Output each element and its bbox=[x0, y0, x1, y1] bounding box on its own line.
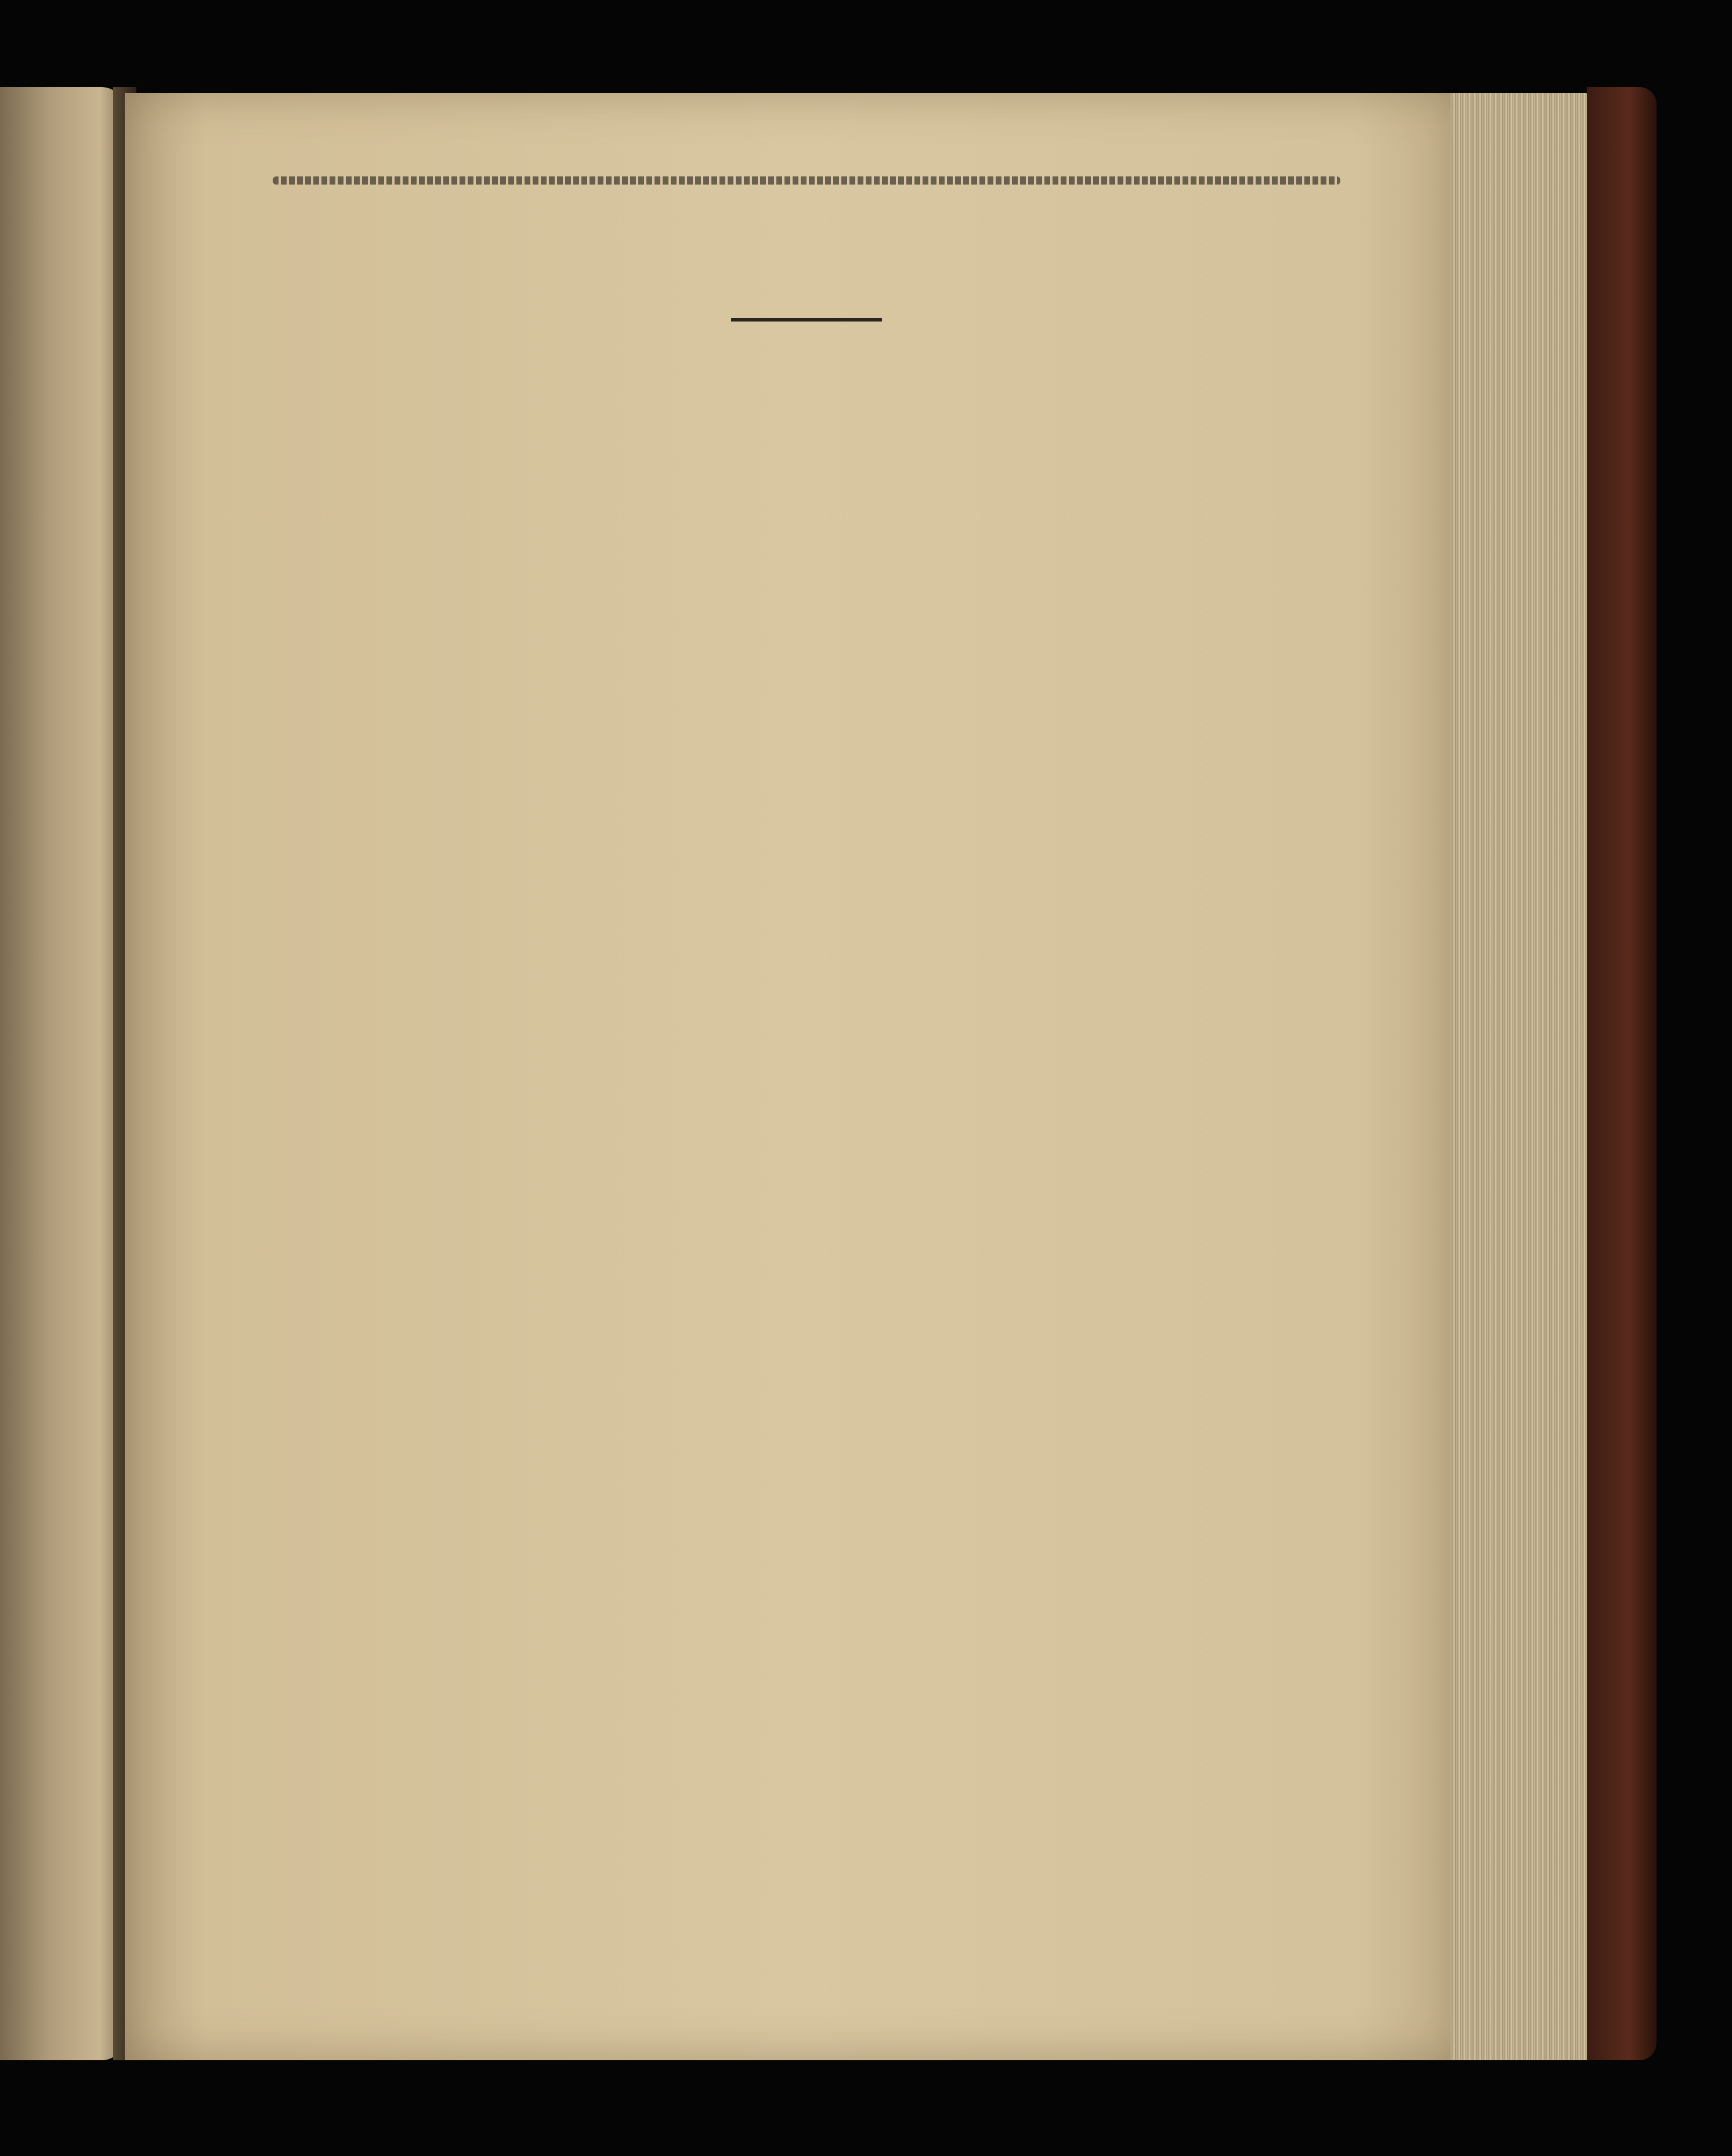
end-rule bbox=[731, 318, 882, 322]
facing-page-edge bbox=[0, 87, 125, 2060]
page-edges bbox=[1451, 93, 1601, 2060]
page-content bbox=[273, 168, 1340, 356]
wavy-rule bbox=[273, 176, 1340, 185]
running-head bbox=[273, 168, 1340, 176]
book-page bbox=[125, 93, 1462, 2060]
book-cover bbox=[1587, 87, 1657, 2060]
